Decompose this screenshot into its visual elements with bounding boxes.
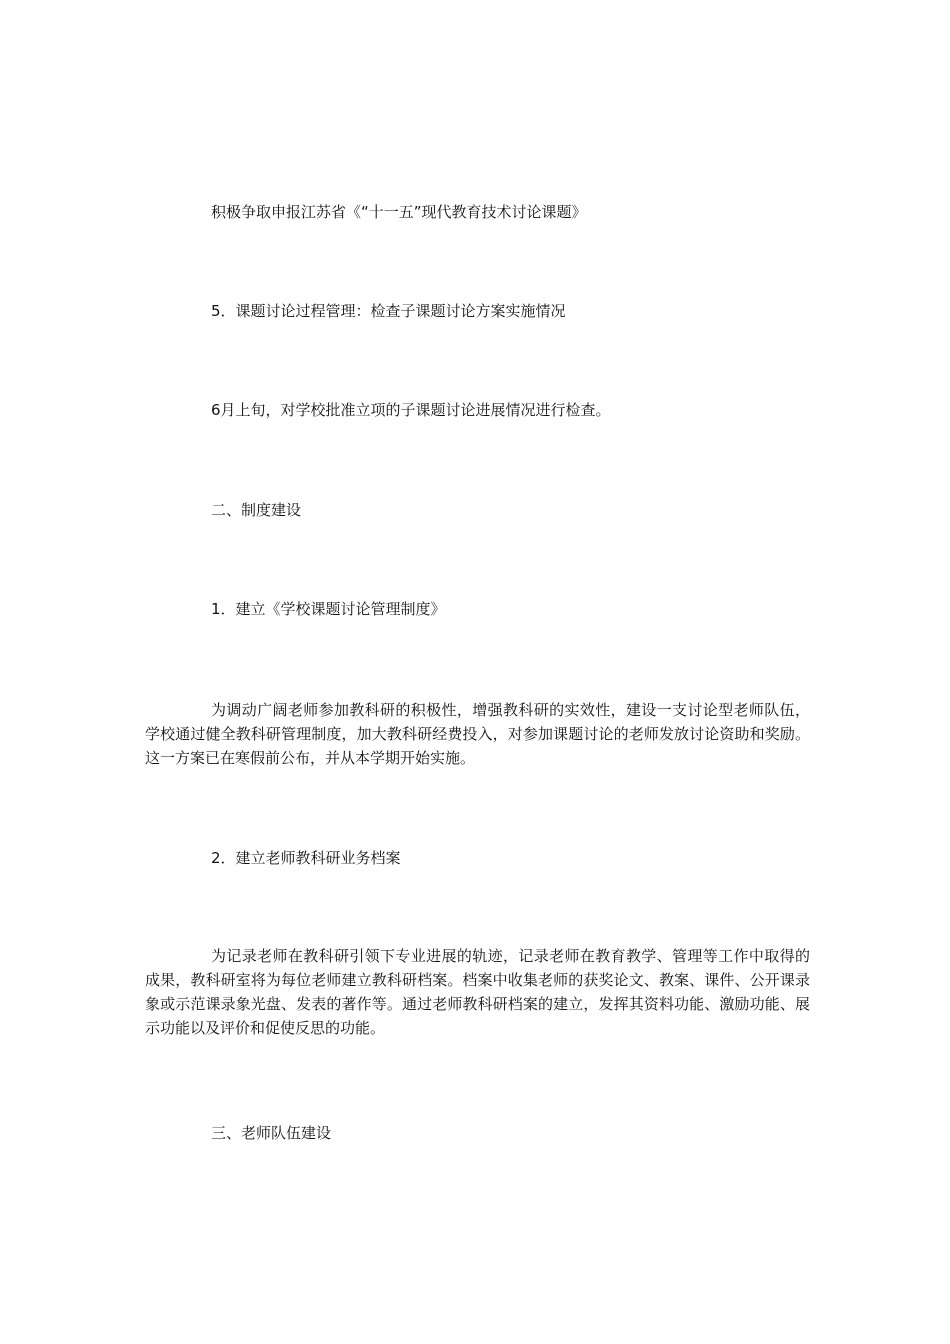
paragraph-apply-project: 积极争取申报江苏省《“十一五”现代教育技术讨论课题》 [211, 203, 587, 221]
paragraph-process-management: 5．课题讨论过程管理：检查子课题讨论方案实施情况 [211, 302, 566, 320]
paragraph-management-system-body: 为调动广阔老师参加教科研的积极性，增强教科研的实效性，建设一支讨论型老师队伍，学校通过健全教科研管理制度，加大教科研经费投入，对参加课题讨论的老师发放讨论资助和奖励。这一方案已在寒假前公布，并从本学期开始实施。 [145, 701, 810, 767]
paragraph-june-inspection: 6月上旬，对学校批准立项的子课题讨论进展情况进行检查。 [211, 401, 611, 419]
section-heading-system-building: 二、制度建设 [211, 501, 302, 519]
section-heading-teacher-team: 三、老师队伍建设 [211, 1124, 332, 1142]
paragraph-teacher-archive-body: 为记录老师在教科研引领下专业进展的轨迹，记录老师在教育教学、管理等工作中取得的成果，教科研室将为每位老师建立教科研档案。档案中收集老师的获奖论文、教案、课件、公开课录象或示范课录象光盘、发表的著作等。通过老师教科研档案的建立，发挥其资料功能、激励功能、展示功能以及评价和促使反思的功能。 [145, 947, 810, 1037]
subheading-management-system: 1．建立《学校课题讨论管理制度》 [211, 600, 446, 618]
subheading-teacher-archive: 2．建立老师教科研业务档案 [211, 849, 401, 867]
